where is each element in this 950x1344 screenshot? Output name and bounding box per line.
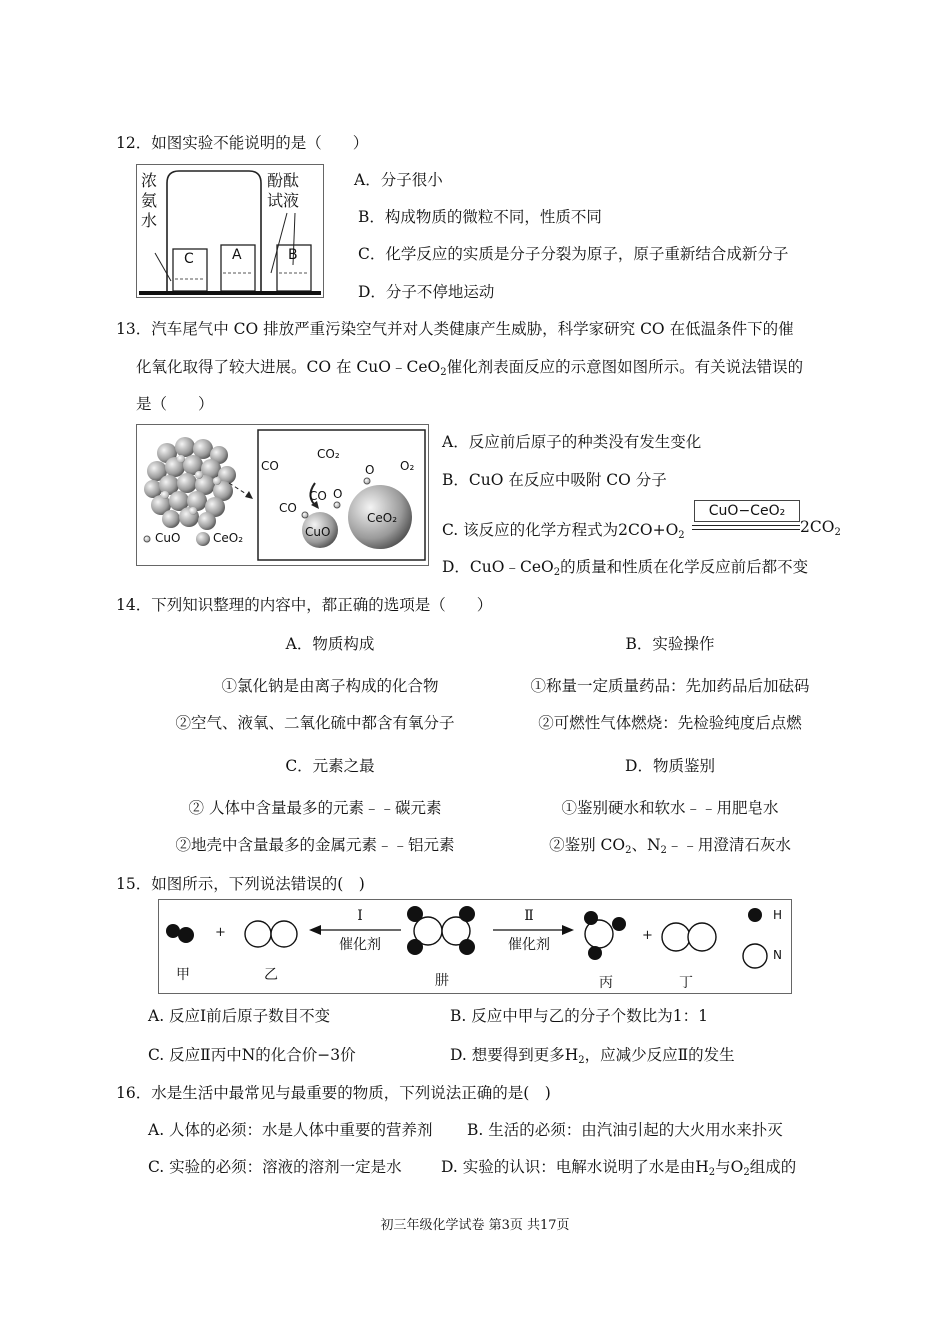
beaker-a-label: A (232, 247, 242, 263)
o-label: O (333, 487, 343, 501)
beaker-b-label: B (288, 247, 298, 263)
co-label: CO (309, 489, 327, 503)
q14-option-b-title[interactable]: B．实验操作 (625, 635, 715, 653)
co2-label: CO₂ (317, 447, 340, 461)
q14-b-item2: ②可燃性气体燃烧：先检验纯度后点燃 (538, 714, 802, 732)
subscript: 2 (553, 567, 561, 578)
beaker-c-label: C (184, 251, 194, 267)
q12-stem: 12．如图实验不能说明的是（ ） (116, 134, 369, 152)
q13-d-part2: 的质量和性质在化学反应前后都不变 (560, 558, 809, 576)
subscript: 2 (660, 845, 667, 856)
q13-d-part1: D．CuO﹣CeO (442, 558, 554, 576)
q12-figure (136, 164, 324, 298)
q16-option-d[interactable] (441, 1155, 796, 1178)
subscript: 2 (678, 530, 685, 541)
co-label: CO (279, 501, 297, 515)
q13-diagram (137, 425, 428, 565)
subscript: 2 (834, 527, 841, 538)
arrow-1-label: I (357, 908, 363, 924)
q13-stem-line1: 13．汽车尾气中 CO 排放严重污染空气并对人类健康产生威胁，科学家研究 CO 在低温条件下的催 (116, 320, 794, 338)
q13-option-b[interactable]: B．CuO 在反应中吸附 CO 分子 (442, 471, 667, 489)
q13-stem-line3: 是（ ） (136, 395, 214, 413)
q15-option-d[interactable] (450, 1043, 735, 1066)
q14-stem: 14．下列知识整理的内容中，都正确的选项是（ ） (116, 596, 493, 614)
legend-n-label: N (773, 948, 782, 962)
legend-h-label: H (773, 908, 783, 922)
q15-option-c[interactable]: C. 反应Ⅱ丙中N的化合价−3价 (148, 1046, 356, 1064)
page-footer: 初三年级化学试卷 第3页 共17页 (380, 1218, 570, 1233)
plus-sign: + (642, 928, 653, 943)
q16-d-part3: 组成的 (749, 1158, 797, 1176)
q13-figure (136, 424, 429, 566)
q14-a-item2: ②空气、液氧、二氧化硫中都含有氧分子 (175, 714, 455, 732)
subscript: 2 (743, 1167, 750, 1178)
jing-label: 肼 (435, 973, 449, 989)
cuo-sphere-label: CuO (305, 525, 331, 539)
q13-c-part1: C. 该反应的化学方程式为2CO+O (442, 521, 679, 539)
subscript: 2 (440, 367, 447, 378)
q13-line2a: 化氧化取得了较大进展。CO 在 CuO﹣CeO (136, 358, 441, 376)
q14-option-a-title[interactable]: A．物质构成 (285, 635, 375, 653)
legend-ceo2: CeO₂ (213, 531, 244, 545)
q14-a-item1: ①氯化钠是由离子构成的化合物 (221, 677, 439, 695)
q14-b-item1: ①称量一定质量药品：先加药品后加砝码 (530, 677, 810, 695)
q12-option-d[interactable]: D．分子不停地运动 (358, 283, 495, 301)
co-label: CO (261, 459, 279, 473)
q13-c-text (442, 518, 685, 541)
legend-cuo: CuO (155, 531, 181, 545)
equation-line (692, 529, 800, 530)
q13-option-d[interactable] (442, 555, 808, 578)
q12-option-c[interactable]: C．化学反应的实质是分子分裂为原子，原子重新结合成新分子 (358, 245, 789, 263)
q16-d-part2: 与O (715, 1158, 744, 1176)
q13-stem-line2 (136, 355, 803, 378)
q14-d-item1: ①鉴别硬水和软水﹣﹣用肥皂水 (561, 799, 779, 817)
q15-stem: 15．如图所示，下列说法错误的( ) (116, 875, 365, 893)
q15-option-b[interactable]: B. 反应中甲与乙的分子个数比为1：1 (450, 1007, 708, 1025)
q16-option-c[interactable]: C. 实验的必须：溶液的溶剂一定是水 (148, 1158, 402, 1176)
q14-d2-part3: ﹣﹣用澄清石灰水 (666, 836, 791, 854)
q14-d2-part1: ②鉴别 CO (549, 836, 626, 854)
q15-option-a[interactable]: A. 反应Ⅰ前后原子数目不变 (148, 1007, 331, 1025)
q15-d-part2: ，应减少反应Ⅱ的发生 (584, 1046, 735, 1064)
subscript: 2 (625, 845, 632, 856)
ammonia-label: 浓氨水 (141, 171, 158, 230)
q14-d2-part2: 、N (631, 836, 661, 854)
q13-c-product (800, 518, 841, 538)
equation-line (692, 525, 800, 526)
q15-diagram (159, 900, 791, 993)
q14-c-item2: ②地壳中含量最多的金属元素﹣﹣铝元素 (175, 836, 455, 854)
bing-label: 丙 (599, 975, 613, 991)
yi-label: 乙 (264, 967, 278, 983)
q13-line2b: 催化剂表面反应的示意图如图所示。有关说法错误的 (446, 358, 804, 376)
subscript: 2 (708, 1167, 716, 1178)
ding-label: 丁 (679, 975, 693, 991)
catalyst-1-label: 催化剂 (339, 937, 381, 953)
q14-d-item2 (480, 833, 860, 856)
q16-d-part1: D. 实验的认识：电解水说明了水是由H (441, 1158, 709, 1176)
o2-label: O₂ (400, 459, 415, 473)
catalyst-box: CuO−CeO₂ (694, 500, 800, 522)
q13-option-c[interactable] (442, 500, 842, 544)
o-label: O (365, 463, 375, 477)
q16-option-a[interactable]: A. 人体的必须：水是人体中重要的营养剂 (148, 1121, 433, 1139)
q14-option-d-title[interactable]: D．物质鉴别 (625, 757, 715, 775)
plus-sign: + (215, 925, 226, 940)
ceo2-sphere-label: CeO₂ (367, 511, 398, 525)
q14-c-item1: ② 人体中含量最多的元素﹣﹣碳元素 (188, 799, 442, 817)
subscript: 2 (578, 1055, 585, 1066)
q12-option-a[interactable]: A．分子很小 (354, 171, 443, 189)
catalyst-2-label: 催化剂 (508, 937, 550, 953)
q16-option-b[interactable]: B. 生活的必须：由汽油引起的大火用水来扑灭 (467, 1121, 783, 1139)
q15-figure (158, 899, 792, 994)
q12-option-b[interactable]: B．构成物质的微粒不同，性质不同 (358, 208, 602, 226)
q13-c-part2: 2CO (800, 518, 835, 536)
arrow-2-label: Ⅱ (524, 908, 534, 924)
q14-option-c-title[interactable]: C．元素之最 (285, 757, 375, 775)
jia-label: 甲 (176, 967, 190, 983)
phenolphthalein-label: 酚酞试液 (267, 171, 300, 210)
q13-option-a[interactable]: A．反应前后原子的种类没有发生变化 (442, 433, 702, 451)
q16-stem: 16．水是生活中最常见与最重要的物质，下列说法正确的是( ) (116, 1084, 551, 1102)
q15-d-part1: D. 想要得到更多H (450, 1046, 579, 1064)
